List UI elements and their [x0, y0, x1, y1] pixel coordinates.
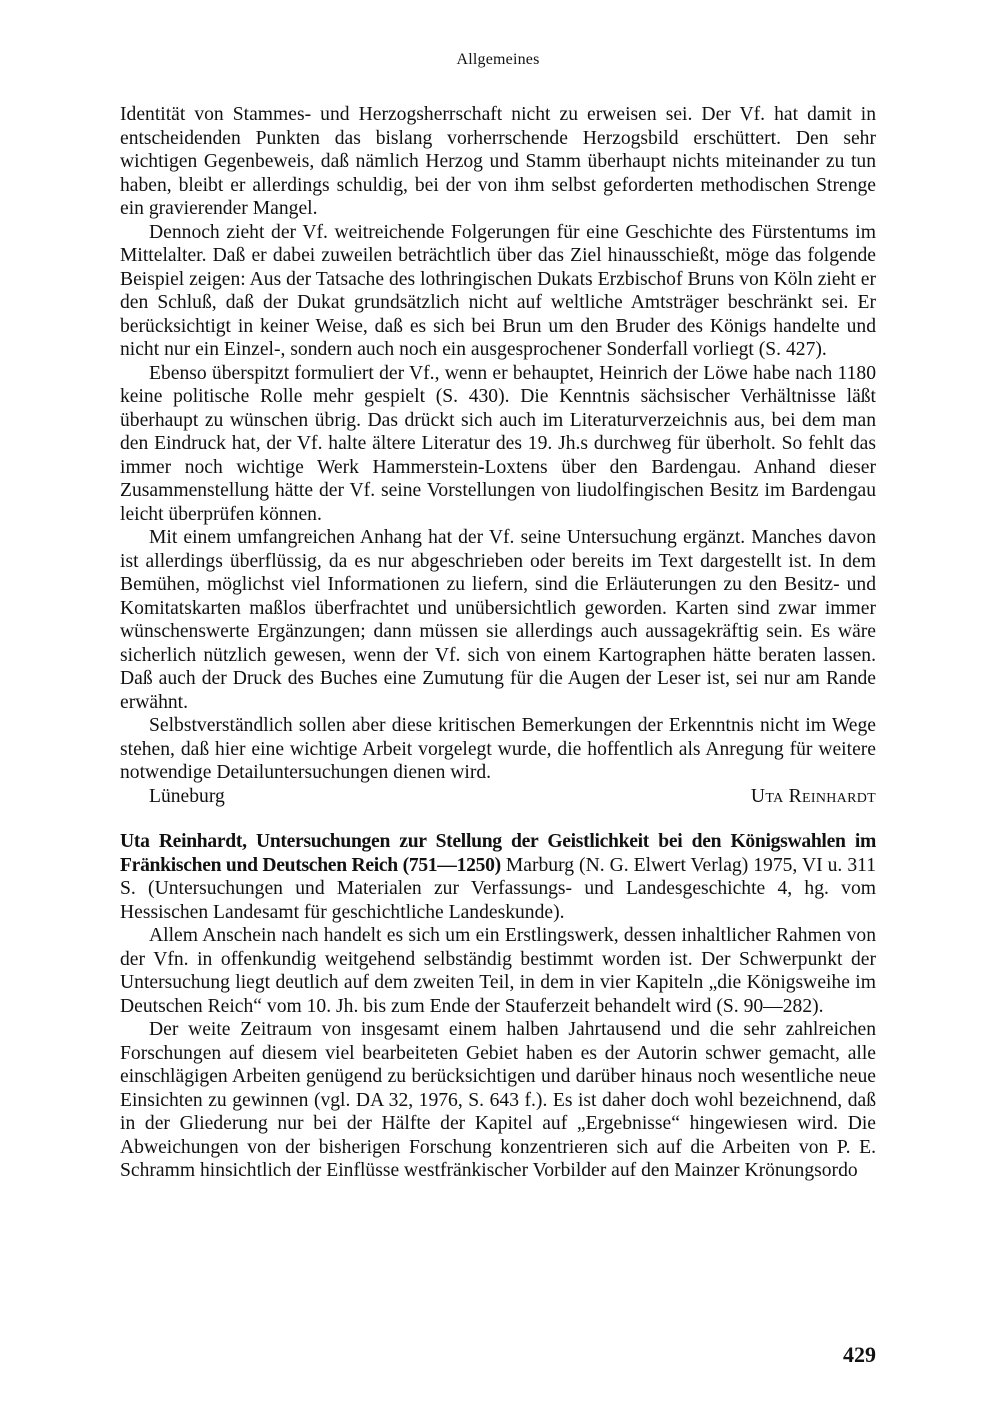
review1-paragraph-4: Mit einem umfangreichen Anhang hat der Vf. seine Untersuchung ergänzt. Manches davon ist allerdings überflüssig, da es nur abgeschrieben oder bereits im Text dargestellt ist. In dem Bemühen, möglichst viel Informationen zu liefern, sind die Erläuterungen zu den Besitz- und Komitatskarten maßlos überfrachtet und unübersichtlich geworden. Karten sind zwar immer wünschenswerte Ergänzungen; dann müssen sie allerdings auch aussagekräftig sein. Es wäre sicherlich nützlich gewesen, wenn der Vf. sich von einem Kartographen hätte beraten lassen. Daß auch der Druck des Buches eine Zumutung für die Augen der Leser ist, sei nur am Rande erwähnt. — [120, 527, 876, 713]
review1-paragraph-3: Ebenso überspitzt formuliert der Vf., wenn er behauptet, Heinrich der Löwe habe nach 1180 keine politische Rolle mehr gespielt (S. 430). Die Kenntnis sächsischer Verhältnisse läßt überhaupt zu wünschen übrig. Das drückt sich auch im Literaturverzeichnis aus, bei dem man den Eindruck hat, der Vf. halte ältere Literatur des 19. Jh.s durchweg für überholt. So fehlt das immer noch wichtige Werk Hammerstein-Loxtens über den Bardengau. Anhand dieser Zusammenstellung hätte der Vf. seine Vorstellungen von liudolfingischen Besitz im Bardengau leicht überprüfen können. — [120, 362, 876, 525]
review-signature — [120, 785, 876, 809]
signature-author: Uta Reinhardt — [750, 785, 876, 807]
review1-paragraph-5: Selbstverständlich sollen aber diese kritischen Bemerkungen der Erkenntnis nicht im Wege stehen, daß hier eine wichtige Arbeit vorgelegt wurde, die hoffentlich als Anregung für weitere notwendige Detailuntersuchungen dienen wird. — [120, 715, 876, 783]
review2-paragraph-2: Der weite Zeitraum von insgesamt einem halben Jahrtausend und die sehr zahlreichen Forschungen auf diesem viel bearbeiteten Gebiet haben es der Autorin schwer gemacht, alle einschlägigen Arbeiten genügend zu berücksichtigen und darüber hinaus noch wesentliche neue Einsichten zu gewinnen (vgl. DA 32, 1976, S. 643 f.). Es ist daher doch wohl bezeichnend, daß in der Gliederung nur bei der Hälfte der Kapitel auf „Ergebnisse“ hingewiesen wird. Die Abweichungen von der bisherigen Forschung konzentrieren sich auf die Arbeiten von P. E. Schramm hinsichtlich der Einflüsse westfränkischer Vorbilder auf den Mainzer Krönungsordo — [120, 1019, 876, 1181]
review2-heading — [120, 830, 876, 924]
review2-paragraph-1: Allem Anschein nach handelt es sich um ein Erstlingswerk, dessen inhaltlicher Rahmen von der Vfn. in offenkundig weitgehend selbständig bestimmt worden ist. Der Schwerpunkt der Untersuchung liegt deutlich auf dem zweiten Teil, in dem in vier Kapiteln „die Königsweihe im Deutschen Reich“ vom 10. Jh. bis zum Ende der Stauferzeit behandelt wird (S. 90—282). — [120, 925, 876, 1017]
running-head: Allgemeines — [456, 51, 540, 68]
review2-heading-publication: Marburg (N. G. Elwert Verlag) 1975, VI u. 311 S. (Untersuchungen und Materialen zur Verfassungs- und Landesgeschichte 4, hg. vom Hessischen Landesamt für geschichtliche Landeskunde). — [120, 854, 877, 923]
review1-paragraph-2: Dennoch zieht der Vf. weitreichende Folgerungen für eine Geschichte des Fürstentums im Mittelalter. Daß er dabei zuweilen beträchtlich über das Ziel hinausschießt, möge das folgende Beispiel zeigen: Aus der Tatsache des lothringischen Dukats Erzbischof Bruns von Köln zieht er den Schluß, daß der Dukat grundsätzlich nicht auf weltliche Amtsträger beschränkt sei. Er berücksichtigt in keiner Weise, daß es sich bei Brun um den Bruder des Königs handelte und nicht nur ein Einzel-, sondern auch noch ein ausgesprochener Sonderfall vorliegt (S. 427). — [120, 221, 876, 360]
section-gap — [120, 808, 876, 830]
review1-paragraph-1: Identität von Stammes- und Herzogsherrschaft nicht zu erweisen sei. Der Vf. hat damit in entscheidenden Punkten das bislang vorherrschende Herzogsbild erschüttert. Den sehr wichtigen Gegenbeweis, daß nämlich Herzog und Stamm überhaupt nichts miteinander zu tun haben, bleibt er allerdings schuldig, bei der von ihm selbst geforderten methodischen Strenge ein gravierender Mangel. — [120, 104, 876, 219]
page-number: 429 — [843, 1342, 876, 1367]
review2-heading-title: Uta Reinhardt, Untersuchungen zur Stellung der Geistlichkeit bei den Königswahlen im Fränkischen und Deutschen Reich (751—1250) — [120, 831, 876, 876]
body-text — [120, 103, 876, 1183]
signature-place: Lüneburg — [149, 785, 225, 807]
